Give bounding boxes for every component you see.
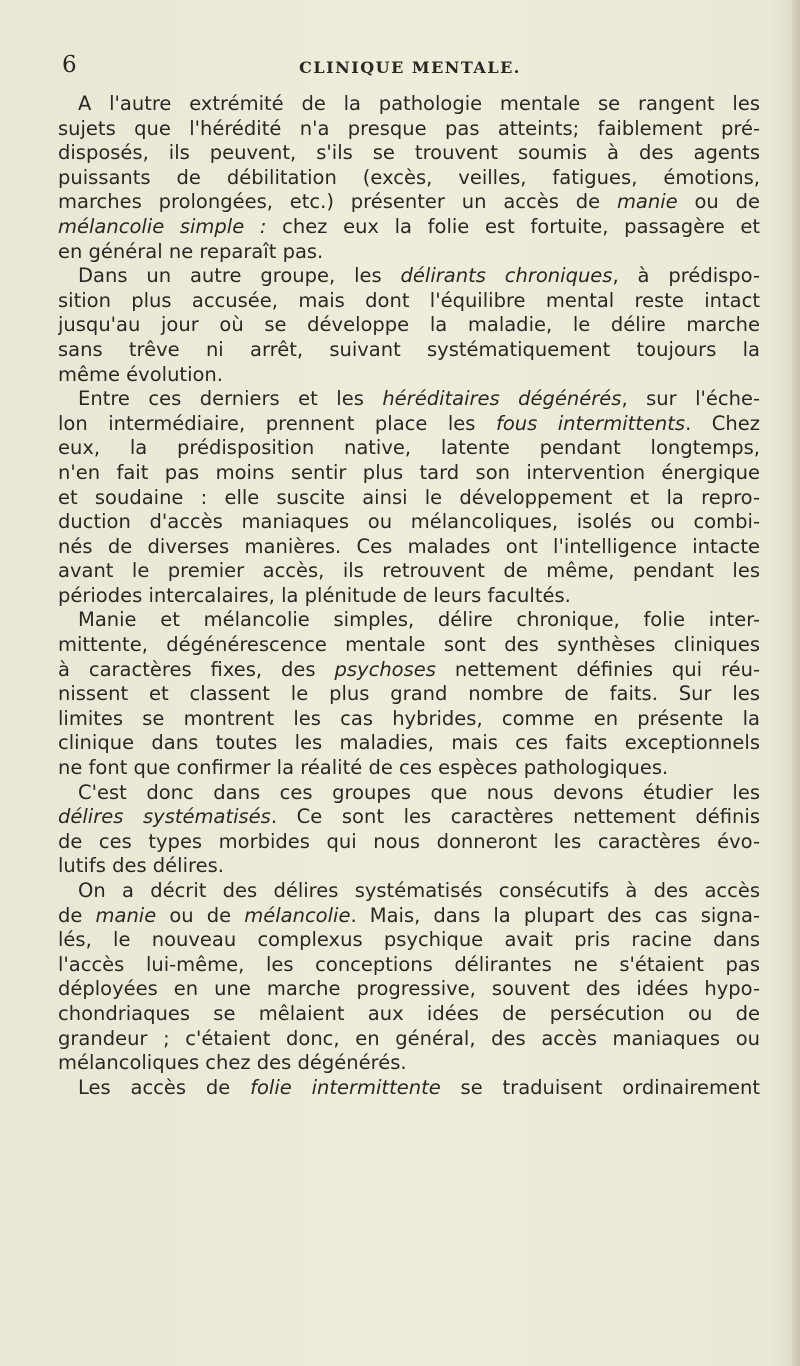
text-line bbox=[58, 731, 760, 756]
text-line bbox=[58, 879, 760, 904]
text-line bbox=[58, 830, 760, 855]
italic-term: héréditaires dégénérés bbox=[382, 387, 622, 411]
italic-term: mélancolie simple : bbox=[58, 214, 267, 238]
italic-term: folie intermittente bbox=[250, 1075, 441, 1099]
text-line bbox=[58, 781, 760, 806]
text-line bbox=[58, 805, 760, 830]
text-line bbox=[58, 412, 760, 437]
paragraph bbox=[58, 1076, 760, 1101]
paragraph bbox=[58, 264, 760, 387]
text-run: Entre ces derniers et les bbox=[78, 387, 383, 411]
text-run: ne font que confirmer la réalité de ces espèces pathologiques. bbox=[58, 756, 669, 780]
text-line bbox=[58, 289, 760, 314]
italic-term: manie bbox=[95, 903, 157, 927]
paragraph bbox=[58, 879, 760, 1076]
text-run: même évolution. bbox=[58, 362, 223, 386]
text-line bbox=[58, 510, 760, 535]
paragraph bbox=[58, 781, 760, 879]
text-line bbox=[58, 117, 760, 142]
text-run: jusqu'au jour où se développe la maladie, le délire marche bbox=[58, 313, 760, 337]
text-run: . Mais, dans la plupart des cas signa- bbox=[350, 903, 760, 927]
italic-term: mélancolie bbox=[244, 903, 351, 927]
paragraph bbox=[58, 387, 760, 608]
text-run: nettement définies qui réu- bbox=[435, 657, 760, 681]
text-run: . Chez bbox=[685, 411, 760, 435]
italic-term: manie bbox=[616, 190, 678, 214]
italic-term: psychoses bbox=[334, 657, 436, 681]
italic-term: délirants chroniques bbox=[400, 264, 613, 288]
text-line bbox=[58, 1027, 760, 1052]
text-run: A l'autre extrémité de la pathologie mentale se rangent les bbox=[78, 92, 760, 115]
page-edge-shadow bbox=[792, 0, 800, 1366]
text-run: C'est donc dans ces groupes que nous devons étudier les bbox=[78, 780, 760, 804]
text-line bbox=[58, 313, 760, 338]
text-run: Les accès de bbox=[78, 1075, 251, 1099]
text-run: clinique dans toutes les maladies, mais ces faits exceptionnels bbox=[58, 731, 760, 755]
body-text bbox=[58, 92, 760, 1100]
text-run: de ces types morbides qui nous donneront les caractères évo- bbox=[58, 829, 760, 853]
text-run: disposés, ils peuvent, s'ils se trouvent soumis à des agents bbox=[58, 141, 760, 165]
italic-term: délires systématisés bbox=[58, 805, 271, 829]
text-run: lon intermédiaire, prennent place les bbox=[58, 411, 496, 435]
text-run: chez eux la folie est fortuite, passagère et bbox=[266, 214, 760, 238]
text-line bbox=[58, 584, 760, 609]
text-line bbox=[58, 338, 760, 363]
text-run: sition plus accusée, mais dont l'équilibre mental reste intact bbox=[58, 288, 760, 312]
text-run: sujets que l'hérédité n'a presque pas atteints; faiblement pré- bbox=[58, 116, 760, 140]
text-line bbox=[58, 854, 760, 879]
text-run: , sur l'éche- bbox=[621, 387, 760, 411]
text-run: marches prolongées, etc.) présenter un accès de bbox=[58, 190, 617, 214]
page-number: 6 bbox=[62, 52, 77, 78]
text-line bbox=[58, 1051, 760, 1076]
text-line bbox=[58, 436, 760, 461]
text-run: mittente, dégénérescence mentale sont des synthèses cliniques bbox=[58, 633, 760, 657]
text-line bbox=[58, 904, 760, 929]
text-run: et soudaine : elle suscite ainsi le développement et la repro- bbox=[58, 485, 760, 509]
text-line bbox=[58, 633, 760, 658]
text-run: nissent et classent le plus grand nombre de faits. Sur les bbox=[58, 682, 760, 706]
text-run: lés, le nouveau complexus psychique avait pris racine dans bbox=[58, 928, 760, 952]
text-line bbox=[58, 92, 760, 117]
paragraph bbox=[58, 608, 760, 780]
text-line bbox=[58, 363, 760, 388]
text-run: nés de diverses manières. Ces malades ont l'intelligence intacte bbox=[58, 534, 760, 558]
running-title: CLINIQUE MENTALE. bbox=[299, 58, 521, 77]
text-run: Manie et mélancolie simples, délire chronique, folie inter- bbox=[78, 608, 760, 632]
text-line bbox=[58, 953, 760, 978]
text-line bbox=[58, 486, 760, 511]
text-line bbox=[58, 559, 760, 584]
text-line bbox=[58, 608, 760, 633]
text-run: déployées en une marche progressive, souvent des idées hypo- bbox=[58, 977, 760, 1001]
text-line bbox=[58, 682, 760, 707]
text-line bbox=[58, 977, 760, 1002]
text-run: Dans un autre groupe, les bbox=[78, 264, 401, 288]
text-run: grandeur ; c'étaient donc, en général, des accès maniaques ou bbox=[58, 1026, 760, 1050]
text-run: On a décrit des délires systématisés consécutifs à des accès bbox=[78, 879, 760, 902]
page-header bbox=[60, 52, 760, 82]
text-run: chondriaques se mêlaient aux idées de persécution ou de bbox=[58, 1001, 760, 1025]
text-run: sans trêve ni arrêt, suivant systématiquement toujours la bbox=[58, 337, 760, 361]
italic-term: fous intermittents bbox=[495, 411, 686, 435]
paragraph bbox=[58, 92, 760, 264]
text-line bbox=[58, 461, 760, 486]
text-line bbox=[58, 387, 760, 412]
text-run: l'accès lui-même, les conceptions délirantes ne s'étaient pas bbox=[58, 952, 760, 976]
text-line bbox=[58, 190, 760, 215]
text-run: avant le premier accès, ils retrouvent de même, pendant les bbox=[58, 559, 760, 583]
text-run: de bbox=[58, 903, 96, 927]
text-run: ou de bbox=[677, 190, 760, 214]
text-run: puissants de débilitation (excès, veilles, fatigues, émotions, bbox=[58, 165, 760, 189]
text-line bbox=[58, 707, 760, 732]
text-line bbox=[58, 928, 760, 953]
text-line bbox=[58, 264, 760, 289]
text-run: eux, la prédisposition native, latente pendant longtemps, bbox=[58, 436, 760, 460]
text-run: ou de bbox=[156, 903, 245, 927]
text-run: à caractères fixes, des bbox=[58, 657, 335, 681]
text-run: , à prédispo- bbox=[612, 264, 760, 288]
text-line bbox=[58, 240, 760, 265]
text-run: n'en fait pas moins sentir plus tard son intervention énergique bbox=[58, 460, 760, 484]
text-line bbox=[58, 756, 760, 781]
text-line bbox=[58, 1002, 760, 1027]
text-run: . Ce sont les caractères nettement définis bbox=[270, 805, 760, 829]
text-line bbox=[58, 141, 760, 166]
text-line bbox=[58, 535, 760, 560]
text-line bbox=[58, 215, 760, 240]
text-run: lutifs des délires. bbox=[58, 854, 224, 878]
text-line bbox=[58, 1076, 760, 1101]
text-run: périodes intercalaires, la plénitude de leurs facultés. bbox=[58, 583, 571, 607]
text-line bbox=[58, 658, 760, 683]
text-run: se traduisent ordinairement bbox=[440, 1075, 760, 1099]
text-run: duction d'accès maniaques ou mélancoliques, isolés ou combi- bbox=[58, 510, 760, 534]
text-run: en général ne reparaît pas. bbox=[58, 239, 324, 263]
text-run: mélancoliques chez des dégénérés. bbox=[58, 1051, 407, 1075]
text-run: limites se montrent les cas hybrides, comme en présente la bbox=[58, 706, 760, 730]
text-line bbox=[58, 166, 760, 191]
